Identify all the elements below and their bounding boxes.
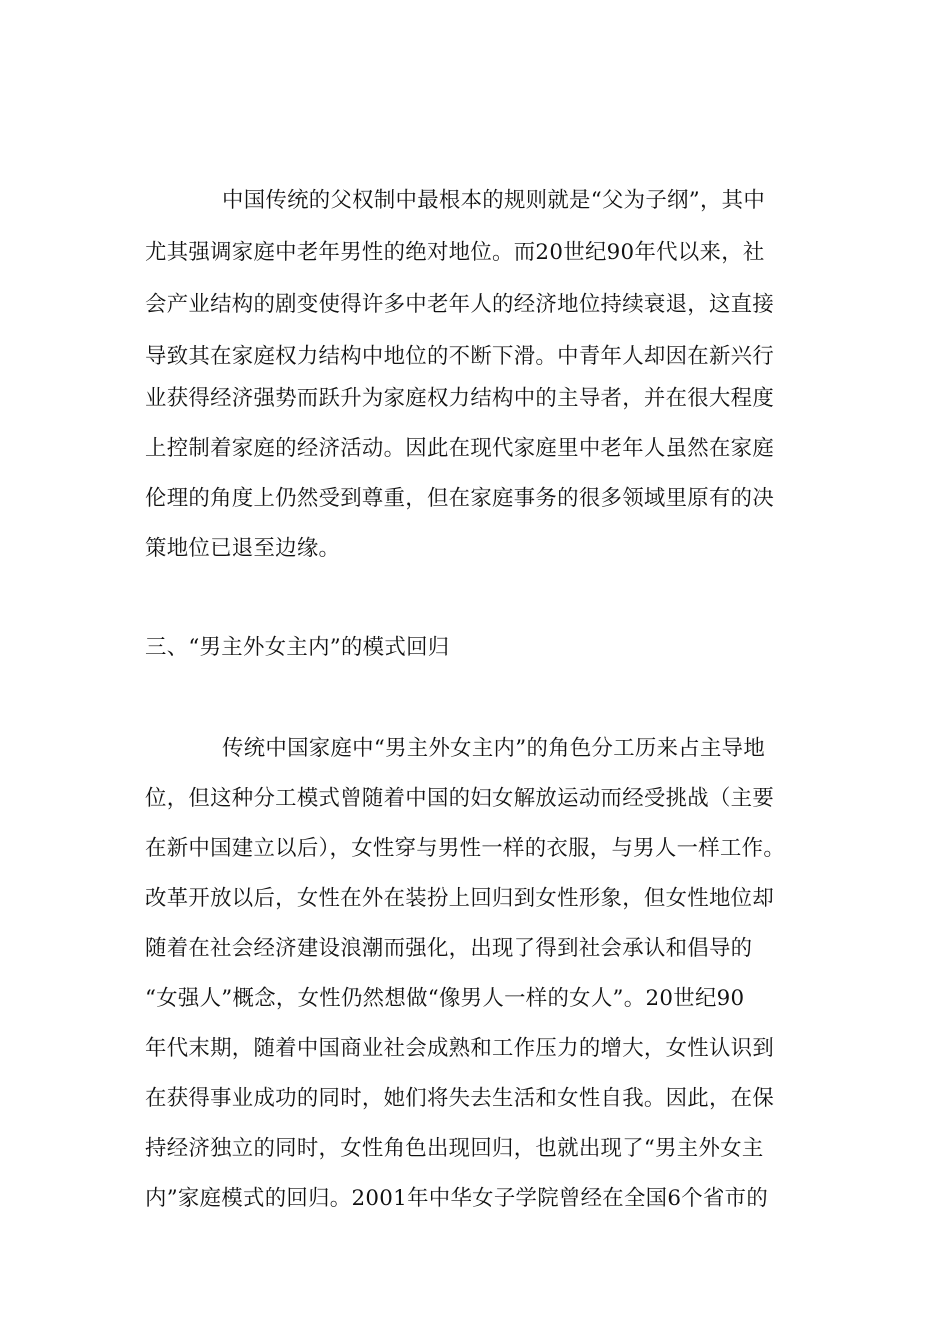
paragraph-line: 在新中国建立以后），女性穿与男性一样的衣服，与男人一样工作。	[145, 836, 786, 861]
section-heading: 三、“男主外女主内”的模式回归	[145, 635, 450, 660]
paragraph-line: 尤其强调家庭中老年男性的绝对地位。而20世纪90年代以来，社	[145, 240, 765, 265]
paragraph-line: 策地位已退至边缘。	[145, 536, 341, 561]
paragraph-line: 年代末期，随着中国商业社会成熟和工作压力的增大，女性认识到	[145, 1036, 775, 1061]
paragraph-line: 导致其在家庭权力结构中地位的不断下滑。中青年人却因在新兴行	[145, 344, 775, 369]
paragraph-line: 业获得经济强势而跃升为家庭权力结构中的主导者，并在很大程度	[145, 386, 775, 411]
paragraph-line: 中国传统的父权制中最根本的规则就是“父为子纲”，其中	[222, 188, 766, 213]
paragraph-line: 在获得事业成功的同时，她们将失去生活和女性自我。因此，在保	[145, 1086, 775, 1111]
paragraph-line: “女强人”概念，女性仍然想做“像男人一样的女人”。20世纪90	[145, 986, 745, 1011]
paragraph-line: 会产业结构的剧变使得许多中老年人的经济地位持续衰退，这直接	[145, 292, 775, 317]
paragraph-line: 持经济独立的同时，女性角色出现回归，也就出现了“男主外女主	[145, 1136, 764, 1161]
paragraph-line: 位，但这种分工模式曾随着中国的妇女解放运动而经受挑战（主要	[145, 786, 775, 811]
paragraph-line: 上控制着家庭的经济活动。因此在现代家庭里中老年人虽然在家庭	[145, 436, 775, 461]
paragraph-line: 内”家庭模式的回归。2001年中华女子学院曾经在全国6个省市的	[145, 1186, 769, 1211]
paragraph-line: 传统中国家庭中“男主外女主内”的角色分工历来占主导地	[222, 736, 766, 761]
paragraph-line: 随着在社会经济建设浪潮而强化，出现了得到社会承认和倡导的	[145, 936, 753, 961]
paragraph-line: 改革开放以后，女性在外在装扮上回归到女性形象，但女性地位却	[145, 886, 775, 911]
paragraph-line: 伦理的角度上仍然受到尊重，但在家庭事务的很多领域里原有的决	[145, 486, 775, 511]
